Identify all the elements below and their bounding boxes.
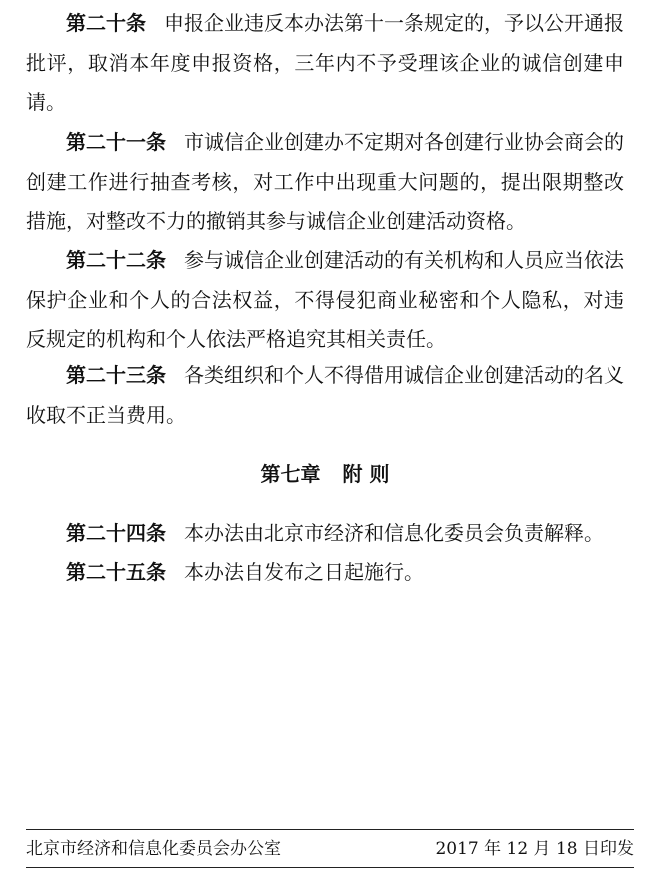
chapter-heading bbox=[0, 458, 650, 487]
article-21 bbox=[26, 123, 624, 242]
article-23 bbox=[26, 356, 624, 435]
chapter-number: 第七章 bbox=[260, 462, 321, 486]
article-text: 市诚信企业创建办不定期对各创建行业协会商会的创建工作进行抽查考核，对工作中出现重大问题的，提出限期整改措施，对整改不力的撤销其参与诚信企业创建活动资格。 bbox=[26, 130, 624, 233]
article-number: 第二十二条 bbox=[66, 248, 166, 272]
article-text: 本办法自发布之日起施行。 bbox=[184, 560, 424, 584]
article-text: 本办法由北京市经济和信息化委员会负责解释。 bbox=[184, 521, 604, 545]
article-text: 申报企业违反本办法第十一条规定的，予以公开通报批评，取消本年度申报资格，三年内不予受理该企业的诚信创建申请。 bbox=[26, 11, 624, 114]
article-number: 第二十三条 bbox=[66, 363, 166, 387]
article-text: 参与诚信企业创建活动的有关机构和人员应当依法保护企业和个人的合法权益，不得侵犯商业秘密和个人隐私，对违反规定的机构和个人依法严格追究其相关责任。 bbox=[26, 248, 624, 351]
article-number: 第二十五条 bbox=[66, 560, 166, 584]
footer-issuer: 北京市经济和信息化委员会办公室 bbox=[26, 839, 281, 859]
article-number: 第二十条 bbox=[66, 11, 146, 35]
article-22 bbox=[26, 241, 624, 360]
footer-bottom-rule bbox=[26, 867, 634, 868]
article-text: 各类组织和个人不得借用诚信企业创建活动的名义收取不正当费用。 bbox=[26, 363, 624, 427]
footer-date: 2017 年 12 月 18 日印发 bbox=[435, 839, 634, 859]
footer-top-rule bbox=[26, 829, 634, 830]
chapter-title: 附 则 bbox=[342, 462, 390, 486]
article-number: 第二十四条 bbox=[66, 521, 166, 545]
footer bbox=[26, 833, 634, 865]
article-24 bbox=[26, 514, 624, 554]
article-number: 第二十一条 bbox=[66, 130, 166, 154]
article-25 bbox=[26, 553, 624, 593]
article-20 bbox=[26, 4, 624, 123]
